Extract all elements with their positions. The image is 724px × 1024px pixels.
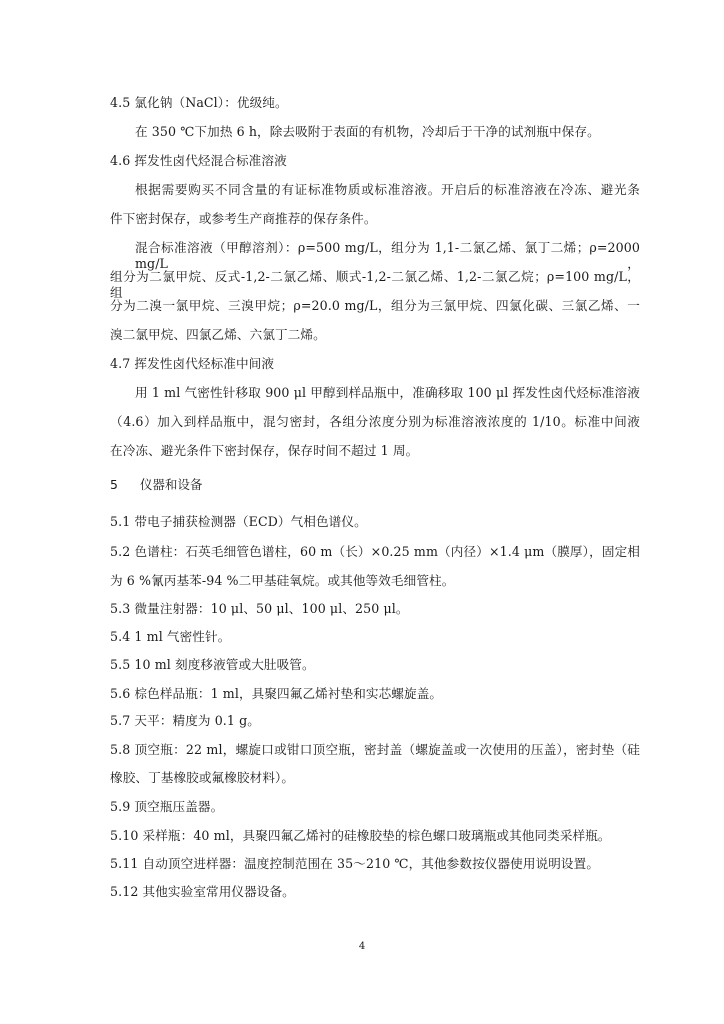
item-5-7: 5.7 天平：精度为 0.1 g。 bbox=[110, 713, 260, 728]
paragraph-line: 分为二溴一氯甲烷、三溴甲烷；ρ=20.0 mg/L，组分为三氯甲烷、四氯化碳、三氯乙烯、一 bbox=[110, 298, 640, 313]
chapter-number: 5 bbox=[110, 477, 118, 492]
paragraph-line: 件下密封保存，或参考生产商推荐的保存条件。 bbox=[110, 211, 377, 226]
item-5-11: 5.11 自动顶空进样器：温度控制范围在 35～210 ℃，其他参数按仪器使用说明设置。 bbox=[110, 856, 600, 871]
item-5-4: 5.4 1 ml 气密性针。 bbox=[110, 629, 231, 644]
chapter-title: 仪器和设备 bbox=[140, 477, 203, 492]
paragraph-line: 溴二氯甲烷、四氯乙烯、六氯丁二烯。 bbox=[110, 327, 326, 342]
section-heading-4-6: 4.6 挥发性卤代烃混合标准溶液 bbox=[110, 153, 287, 168]
paragraph-line: 橡胶、丁基橡胶或氟橡胶材料）。 bbox=[110, 770, 295, 785]
item-5-12: 5.12 其他实验室常用仪器设备。 bbox=[110, 884, 295, 899]
paragraph-line: 在冷冻、避光条件下密封保存，保存时间不超过 1 周。 bbox=[110, 443, 419, 458]
item-4-5: 4.5 氯化钠（NaCl）：优级纯。 bbox=[110, 95, 288, 110]
item-5-1: 5.1 带电子捕获检测器（ECD）气相色谱仪。 bbox=[110, 514, 367, 529]
section-heading-4-7: 4.7 挥发性卤代烃标准中间液 bbox=[110, 356, 275, 371]
item-5-5: 5.5 10 ml 刻度移液管或大肚吸管。 bbox=[110, 657, 315, 672]
paragraph-line: 为 6 %氰丙基苯-94 %二甲基硅氧烷。或其他等效毛细管柱。 bbox=[110, 573, 455, 588]
paragraph-line: 组分为二氯甲烷、反式-1,2-二氯乙烯、顺式-1,2-二氯乙烯、1,2-二氯乙烷；ρ=100 mg/L，组 bbox=[110, 269, 640, 300]
item-5-9: 5.9 顶空瓶压盖器。 bbox=[110, 799, 224, 814]
item-5-2: 5.2 色谱柱：石英毛细管色谱柱，60 m（长）×0.25 mm（内径）×1.4 μm（膜厚），固定相 bbox=[110, 544, 640, 559]
item-5-10: 5.10 采样瓶：40 ml，具聚四氟乙烯衬的硅橡胶垫的棕色螺口玻璃瓶或其他同类采样瓶。 bbox=[110, 828, 611, 843]
page-number: 4 bbox=[358, 941, 366, 952]
paragraph-line: 在 350 ℃下加热 6 h，除去吸附于表面的有机物，冷却后于干净的试剂瓶中保存。 bbox=[135, 124, 600, 139]
item-5-6: 5.6 棕色样品瓶：1 ml，具聚四氟乙烯衬垫和实芯螺旋盖。 bbox=[110, 686, 443, 701]
paragraph-line: 根据需要购买不同含量的有证标准物质或标准溶液。开启后的标准溶液在冷冻、避光条 bbox=[135, 182, 640, 197]
item-5-3: 5.3 微量注射器：10 μl、50 μl、100 μl、250 μl。 bbox=[110, 601, 409, 616]
chapter-heading-5 bbox=[110, 477, 640, 493]
paragraph-line: （4.6）加入到样品瓶中，混匀密封，各组分浓度分别为标准溶液浓度的 1/10。标准中间液 bbox=[110, 414, 640, 429]
paragraph-line: 混合标准溶液（甲醇溶剂）：ρ=500 mg/L，组分为 1,1-二氯乙烯、氯丁二烯；ρ=2000 mg/L， bbox=[135, 240, 640, 271]
item-5-8: 5.8 顶空瓶：22 ml，螺旋口或钳口顶空瓶，密封盖（螺旋盖或一次使用的压盖），密封垫（硅 bbox=[110, 742, 640, 757]
paragraph-line: 用 1 ml 气密性针移取 900 μl 甲醇到样品瓶中，准确移取 100 μl 挥发性卤代烃标准溶液 bbox=[135, 385, 640, 400]
